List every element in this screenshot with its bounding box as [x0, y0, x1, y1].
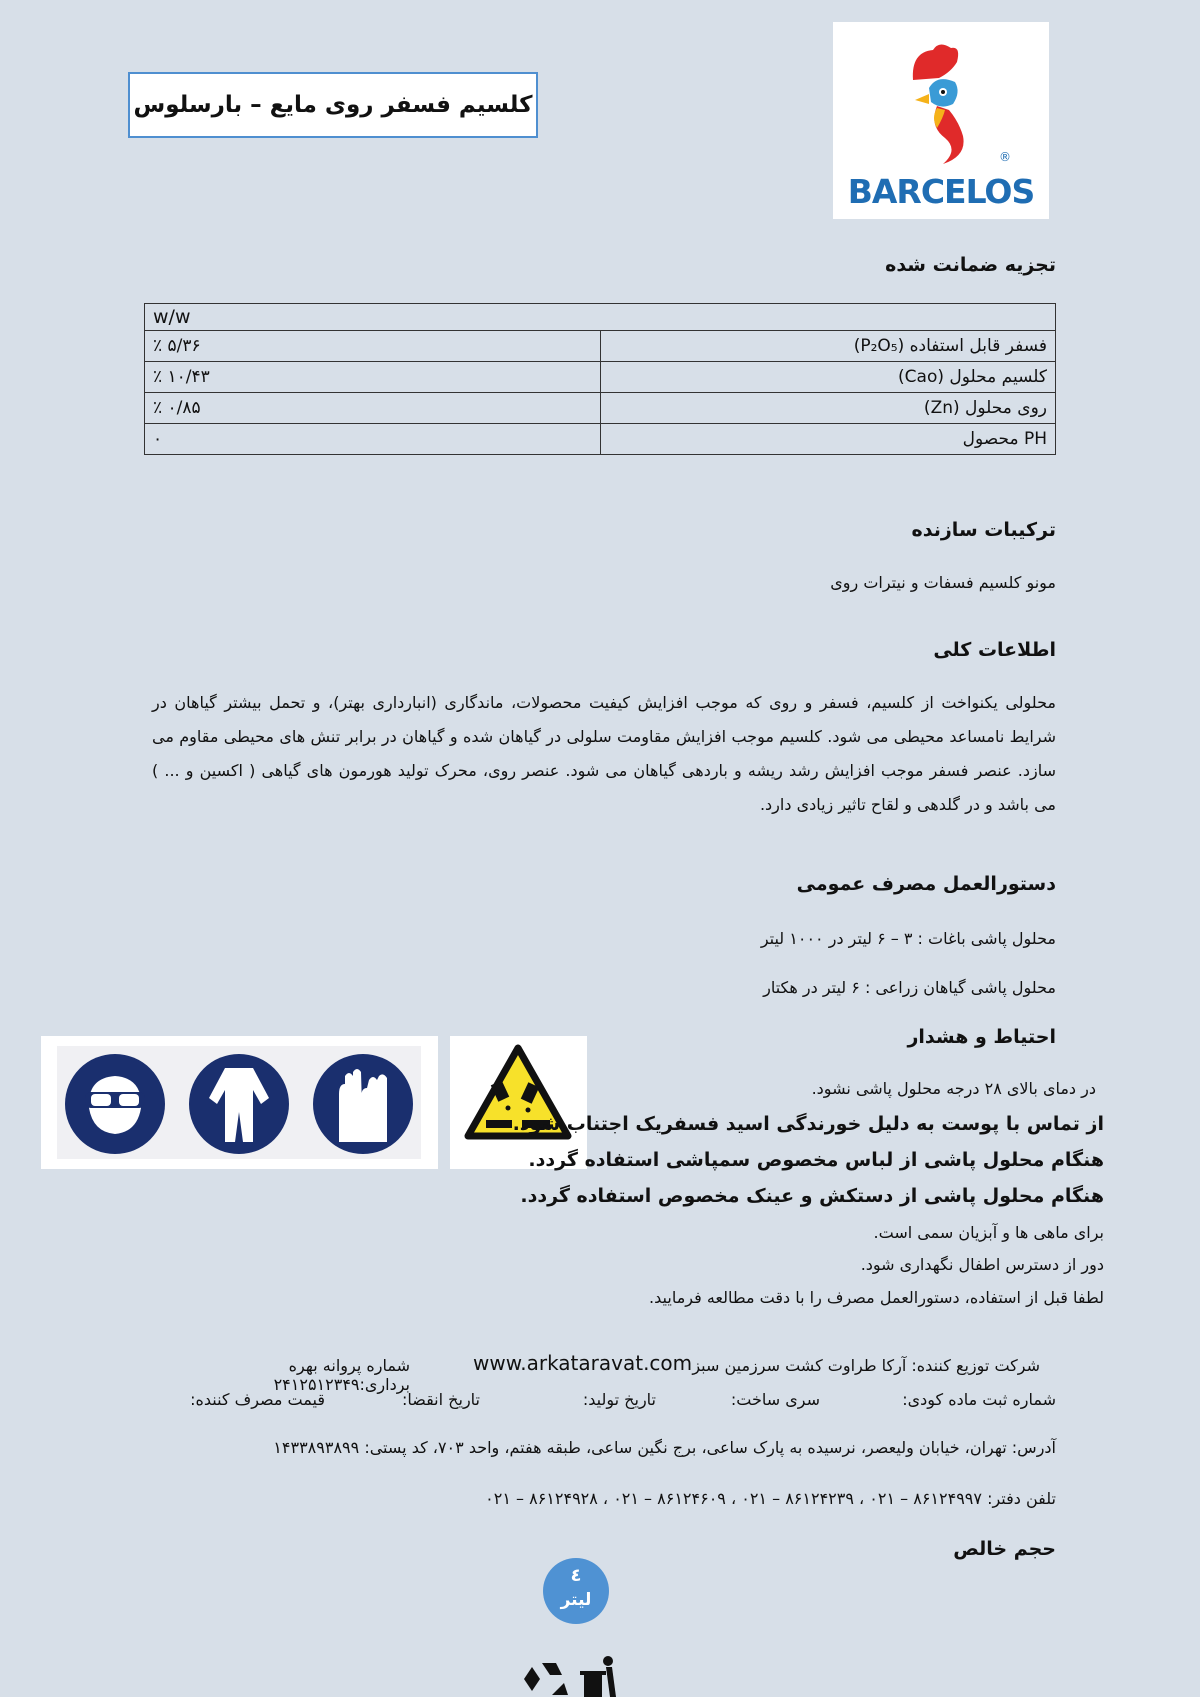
general-info-heading: اطلاعات کلی	[933, 639, 1056, 661]
product-title-box	[128, 72, 538, 138]
batch-number: سری ساخت:	[730, 1390, 820, 1409]
warning-line: برای ماهی ها و آبزیان سمی است.	[873, 1223, 1104, 1242]
analysis-value: ۰	[153, 429, 163, 449]
analysis-name: روی محلول (Zn)	[601, 393, 1056, 424]
analysis-value: ٪ ۰/۸۵	[153, 398, 201, 418]
consumer-price: قیمت مصرف کننده:	[190, 1390, 325, 1409]
analysis-heading: تجزیه ضمانت شده	[885, 254, 1056, 276]
license-number: شماره پروانه بهره برداری:۲۴۱۲۵۱۲۳۴۹	[273, 1356, 410, 1394]
table-header-row	[145, 304, 1056, 331]
analysis-value: ٪ ۵/۳۶	[153, 336, 201, 356]
volume-number: ٤	[570, 1565, 582, 1586]
recycle-icon	[520, 1655, 620, 1697]
analysis-name: کلسیم محلول (Cao)	[601, 362, 1056, 393]
registered-mark: ®	[999, 150, 1011, 164]
goggles-icon	[65, 1054, 165, 1154]
warnings-heading: احتیاط و هشدار	[907, 1026, 1056, 1048]
table-row	[145, 424, 1056, 455]
warning-bold-line: هنگام محلول پاشی از دستکش و عینک مخصوص استفاده گردد.	[520, 1185, 1104, 1207]
general-info-text: محلولی یکنواخت از کلسیم، فسفر و روی که موجب افزایش کیفیت محصولات، ماندگاری (انبارداری بهتر)، و تحمل بیشتر گیاهان در شرایط نامساعد محیطی می شود. کلسیم موجب افزایش مقاومت سلولی در گیاهان شده و گیاهان در برابر تنش های محیطی مقاوم می سازد. عنصر فسفر موجب افزایش رشد ریشه و باردهی گیاهان می شود. عنصر روی، محرک تولید هورمون های گیاهی ( اکسین و ... ) می باشد و در گلدهی و لقاح تاثیر زیادی دارد.	[152, 693, 1056, 814]
expiry-date: تاریخ انقضا:	[401, 1390, 480, 1409]
trash-bin-icon	[580, 1656, 616, 1697]
warning-line: در دمای بالای ۲۸ درجه محلول پاشی نشود.	[811, 1079, 1096, 1098]
ppe-signs-panel	[41, 1036, 438, 1169]
analysis-value: ٪ ۱۰/۴۳	[153, 367, 210, 387]
address: آدرس: تهران، خیابان ولیعصر، نرسیده به پارک ساعی، برج نگین ساعی، طبقه هفتم، واحد ۷۰۳، کد پستی: ۱۴۳۳۸۹۳۸۹۹	[273, 1438, 1056, 1457]
unit-header: w/w	[145, 304, 1056, 331]
phone-numbers: تلفن دفتر: ۸۶۱۲۴۹۹۷ – ۰۲۱ ، ۸۶۱۲۴۲۳۹ – ۰۲۱ ، ۸۶۱۲۴۶۰۹ – ۰۲۱ ، ۸۶۱۲۴۹۲۸ – ۰۲۱	[485, 1489, 1056, 1508]
usage-heading: دستورالعمل مصرف عمومی	[796, 873, 1056, 895]
analysis-table	[144, 303, 1056, 455]
coverall-icon	[189, 1054, 289, 1154]
usage-line: محلول پاشی گیاهان زراعی : ۶ لیتر در هکتار	[763, 978, 1056, 997]
distributor: شرکت توزیع کننده: آرکا طراوت کشت سرزمین سبز	[692, 1356, 1040, 1375]
production-date: تاریخ تولید:	[582, 1390, 656, 1409]
product-title: کلسیم فسفر روی مایع – بارسلوس	[133, 92, 533, 118]
table-row	[145, 393, 1056, 424]
registration-number: شماره ثبت ماده کودی:	[902, 1390, 1056, 1409]
rooster-icon	[833, 22, 1049, 172]
brand-name: BARCELOS	[847, 172, 1035, 211]
volume-unit: لیتر	[560, 1590, 592, 1610]
table-row	[145, 331, 1056, 362]
net-volume-badge	[543, 1558, 609, 1624]
composition-text: مونو کلسیم فسفات و نیترات روی	[830, 573, 1056, 592]
analysis-name: PH محصول	[601, 424, 1056, 455]
net-volume-heading: حجم خالص	[953, 1538, 1056, 1560]
composition-heading: ترکیبات سازنده	[911, 519, 1056, 541]
analysis-name: فسفر قابل استفاده (P₂O₅)	[601, 331, 1056, 362]
warning-bold-line: از تماس با پوست به دلیل خورندگی اسید فسفریک اجتناب شود.	[512, 1113, 1104, 1135]
usage-line: محلول پاشی باغات : ۳ – ۶ لیتر در ۱۰۰۰ لیتر	[760, 929, 1056, 948]
warning-line: دور از دسترس اطفال نگهداری شود.	[860, 1255, 1104, 1274]
table-row	[145, 362, 1056, 393]
website-link[interactable]: www.arkataravat.com	[473, 1351, 693, 1375]
gloves-icon	[313, 1054, 413, 1154]
warning-line: لطفا قبل از استفاده، دستورالعمل مصرف را با دقت مطالعه فرمایید.	[649, 1288, 1104, 1307]
warning-bold-line: هنگام محلول پاشی از لباس مخصوص سمپاشی استفاده گردد.	[528, 1149, 1104, 1171]
brand-logo	[833, 22, 1049, 219]
